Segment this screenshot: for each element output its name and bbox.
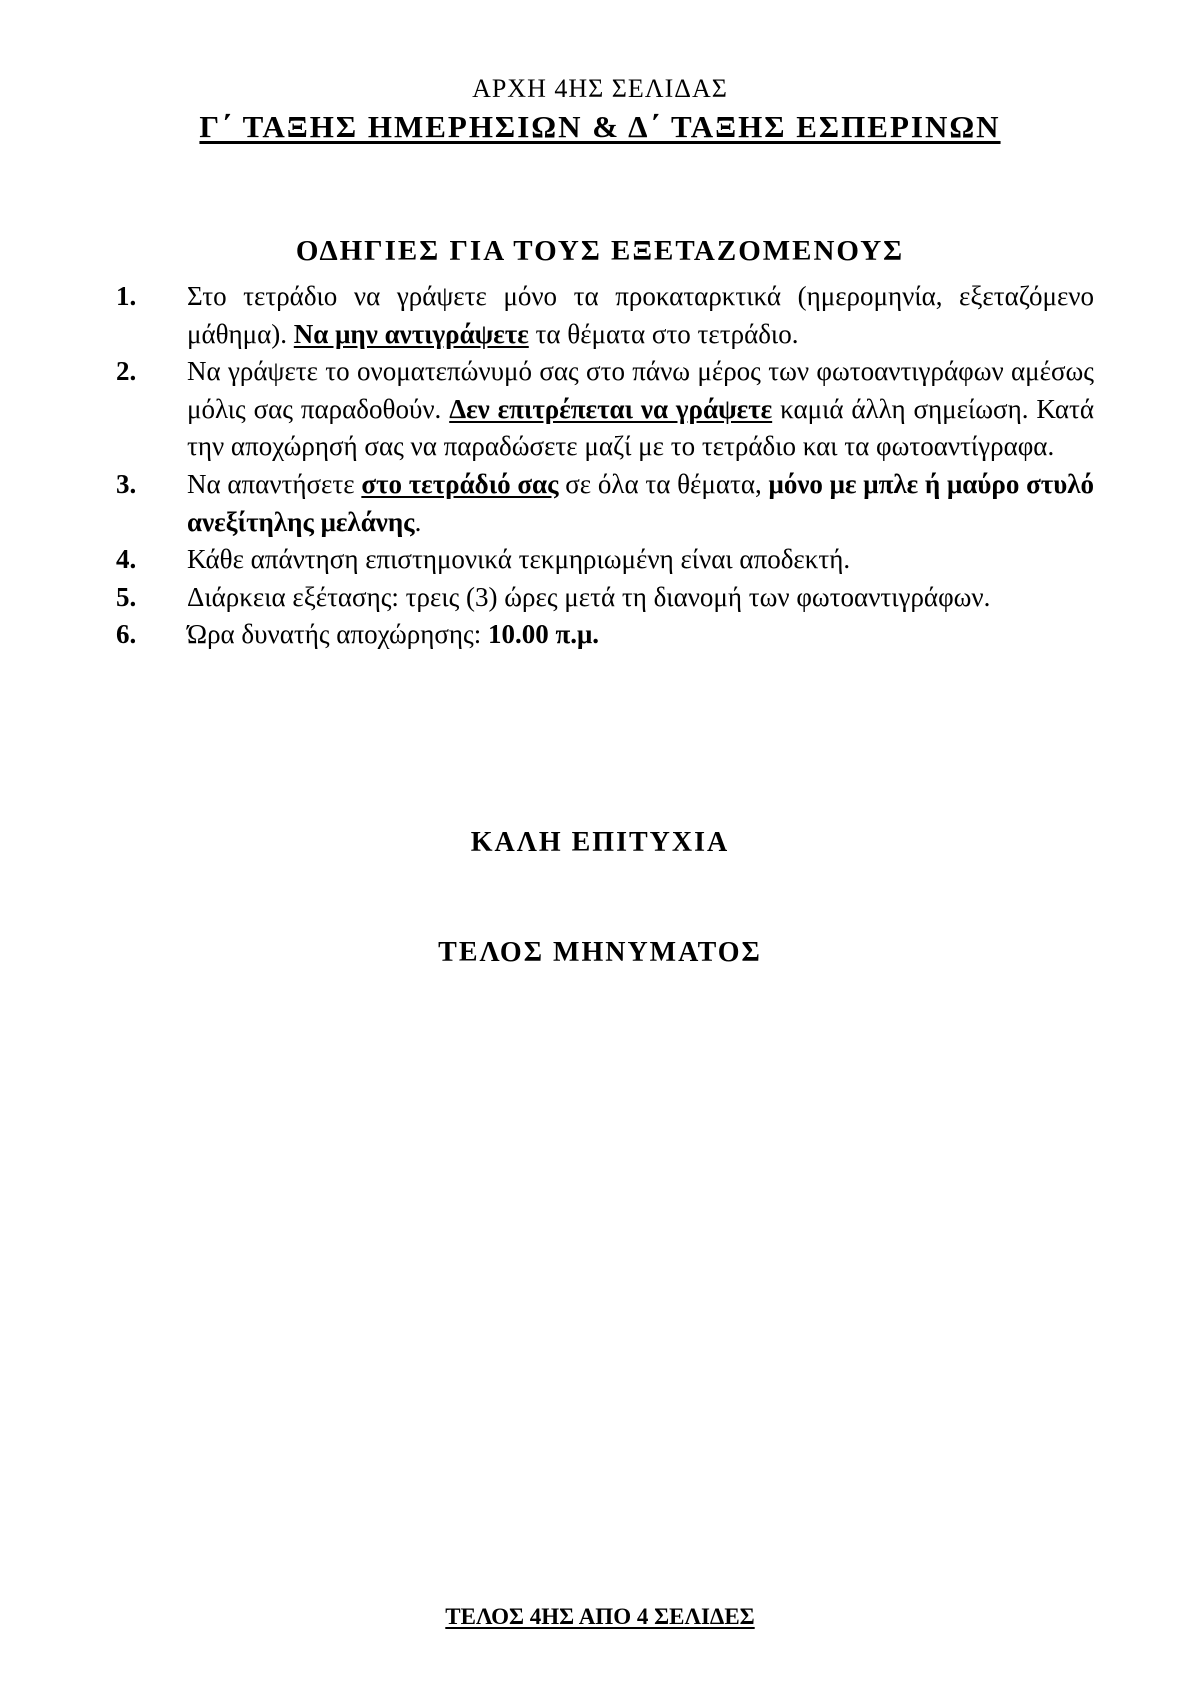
- instruction-text: Να απαντήσετε: [187, 468, 362, 499]
- instruction-number: 2.: [116, 356, 137, 387]
- instruction-emphasis: Δεν επιτρέπεται να γράψετε: [449, 393, 773, 424]
- instruction-emphasis: Να μην αντιγράψετε: [293, 318, 529, 349]
- page-start-marker: ΑΡΧΗ 4ΗΣ ΣΕΛΙΔΑΣ: [472, 74, 728, 103]
- instruction-item-3: [112, 466, 1094, 541]
- instruction-text: Διάρκεια εξέτασης: τρεις (3) ώρες μετά τη διανομή των φωτοαντιγράφων.: [187, 581, 991, 612]
- instruction-number: 4.: [116, 544, 137, 575]
- instruction-text: Ώρα δυνατής αποχώρησης:: [187, 619, 488, 650]
- good-luck-text: ΚΑΛΗ ΕΠΙΤΥΧΙΑ: [470, 827, 730, 858]
- instruction-number: 1.: [116, 281, 137, 311]
- instruction-emphasis: μόνο με μπλε ή μαύρο στυλό ανεξίτηλης μελάνης: [187, 468, 1095, 537]
- instruction-number: 6.: [116, 619, 137, 650]
- instruction-text: σε όλα τα θέματα,: [558, 468, 769, 499]
- instruction-emphasis: στο τετράδιό σας: [361, 468, 559, 499]
- instruction-text: τα θέματα στο τετράδιο.: [528, 318, 799, 349]
- instruction-item-2: [112, 353, 1094, 466]
- instructions-heading: ΟΔΗΓΙΕΣ ΓΙΑ ΤΟΥΣ ΕΞΕΤΑΖΟΜΕΝΟΥΣ: [295, 235, 905, 267]
- instruction-item-5: [112, 579, 1094, 617]
- instruction-text: Κάθε απάντηση επιστημονικά τεκμηριωμένη είναι αποδεκτή.: [187, 544, 851, 575]
- page-footer: ΤΕΛΟΣ 4ΗΣ ΑΠΟ 4 ΣΕΛΙΔΕΣ: [445, 1604, 755, 1629]
- instruction-text: Στο τετράδιο να γράψετε μόνο τα προκαταρκτικά (ημερομηνία, εξεταζόμενο μάθημα).: [187, 281, 1094, 349]
- instruction-number: 3.: [116, 468, 137, 499]
- instruction-item-6: [112, 616, 1094, 654]
- instruction-text: .: [414, 506, 422, 537]
- departure-time: 10.00 π.μ.: [487, 619, 600, 650]
- grade-title: Γ΄ ΤΑΞΗΣ ΗΜΕΡΗΣΙΩΝ & Δ΄ ΤΑΞΗΣ ΕΣΠΕΡΙΝΩΝ: [199, 109, 1001, 144]
- instruction-text: καμιά άλλη σημείωση. Κατά την αποχώρησή σας να παραδώσετε μαζί με το τετράδιο και τα φωτοαντίγραφα.: [187, 393, 1095, 462]
- instructions-list: [112, 278, 1094, 654]
- instruction-item-1: [112, 278, 1094, 353]
- instruction-text: Να γράψετε το ονοματεπώνυμό σας στο πάνω μέρος των φωτοαντιγράφων αμέσως μόλις σας παραδοθούν.: [187, 356, 1094, 424]
- instruction-number: 5.: [116, 581, 137, 612]
- end-of-message-text: ΤΕΛΟΣ ΜΗΝΥΜΑΤΟΣ: [438, 937, 762, 968]
- instruction-item-4: [112, 541, 1094, 579]
